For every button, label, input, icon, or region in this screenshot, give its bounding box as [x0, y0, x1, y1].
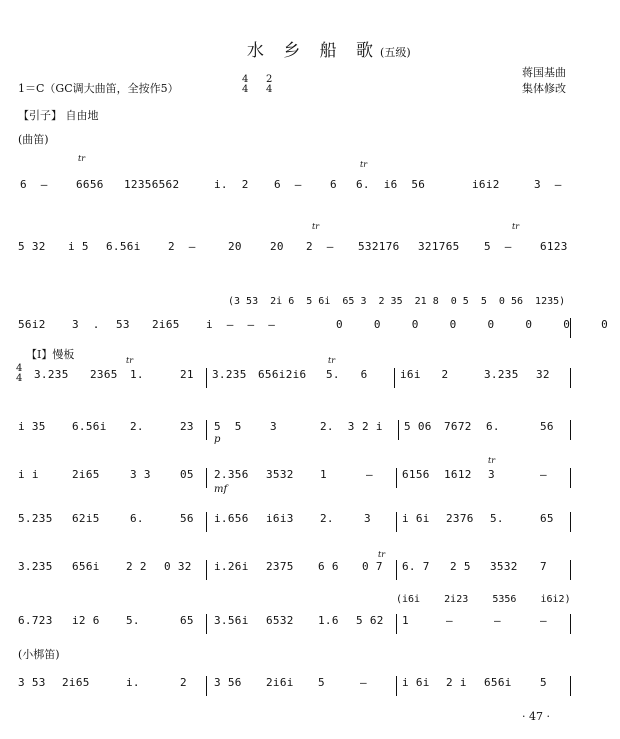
- score-line-7: [0, 512, 620, 532]
- note-group: i6i2: [472, 178, 500, 191]
- note-group: 321765: [418, 240, 460, 253]
- instrument-label-bangdi: (小梆笛): [18, 648, 60, 661]
- song-level: (五级): [380, 46, 411, 59]
- note-group: 5.235: [18, 512, 53, 525]
- note-group: 2i65: [62, 676, 90, 689]
- section-1-label: 【Ⅰ】慢板: [26, 348, 75, 361]
- note-group: 1.6: [318, 614, 339, 627]
- note-group: 2.: [130, 420, 144, 433]
- note-group: 1: [320, 468, 327, 481]
- score-line-5: [0, 420, 620, 445]
- note-group: 0 0 0 0 0 0 0 0: [336, 318, 614, 331]
- note-group: 2365: [90, 368, 118, 381]
- note-group: 6. 7: [402, 560, 430, 573]
- note-group: 6 –: [274, 178, 302, 191]
- note-group: i2 6: [72, 614, 100, 627]
- barline: [396, 560, 397, 580]
- note-group: 3: [270, 420, 277, 433]
- note-group: –: [540, 614, 547, 627]
- note-group: 2 i: [362, 420, 383, 433]
- accompaniment-line: (3 53 2i 6 5 6i 65 3 2 35 21 8 0 5 5 0 56 1235): [228, 296, 566, 307]
- score-line-2: [0, 222, 620, 260]
- note-group: 2 5: [450, 560, 471, 573]
- note-group: 65: [180, 614, 194, 627]
- note-group: –: [360, 676, 367, 689]
- note-group: 6156: [402, 468, 430, 481]
- note-group: 2: [180, 676, 187, 689]
- note-group: 20: [228, 240, 242, 253]
- note-group: 6 –: [20, 178, 48, 191]
- trill-mark: tr: [512, 222, 520, 231]
- note-group: 2i6i: [266, 676, 294, 689]
- note-group: 5 –: [484, 240, 512, 253]
- note-group: 1.: [130, 368, 144, 381]
- note-group: 20: [270, 240, 284, 253]
- note-group: 1612: [444, 468, 472, 481]
- note-group: 5: [540, 676, 547, 689]
- note-group: 6123: [540, 240, 568, 253]
- note-group: 05: [180, 468, 194, 481]
- note-group: 6.56i: [106, 240, 141, 253]
- song-title: [222, 16, 411, 61]
- note-group: 3 53: [18, 676, 46, 689]
- trill-mark: tr: [488, 456, 496, 465]
- note-group: 3 56: [214, 676, 242, 689]
- note-group: 5 5: [214, 420, 242, 433]
- note-group: 32: [536, 368, 550, 381]
- trill-mark: tr: [312, 222, 320, 231]
- note-group: 5. 6: [326, 368, 368, 381]
- note-group: –: [366, 468, 373, 481]
- note-group: 2 i: [446, 676, 467, 689]
- barline: [206, 420, 207, 440]
- note-group: –: [540, 468, 547, 481]
- barline: [570, 468, 571, 488]
- barline: [570, 368, 571, 388]
- note-group: i6i3: [266, 512, 294, 525]
- barline: [570, 512, 571, 532]
- note-group: 3.56i: [214, 614, 249, 627]
- note-group: 21: [180, 368, 194, 381]
- note-group: i 6i: [402, 512, 430, 525]
- note-group: 3 3: [130, 468, 151, 481]
- note-group: 3.235: [212, 368, 247, 381]
- barline: [570, 318, 571, 338]
- barline: [570, 676, 571, 696]
- note-group: 2.: [320, 512, 334, 525]
- note-group: 56: [540, 420, 554, 433]
- instrument-label-qudi: (曲笛): [18, 133, 49, 146]
- note-group: 3: [488, 468, 495, 481]
- note-group: 2 2: [126, 560, 147, 573]
- note-group: 6 6: [318, 560, 339, 573]
- barline: [206, 560, 207, 580]
- note-group: 532176: [358, 240, 400, 253]
- barline: [206, 614, 207, 634]
- barline: [396, 676, 397, 696]
- score-line-10: [0, 676, 620, 696]
- note-group: 56: [180, 512, 194, 525]
- note-group: 6532: [266, 614, 294, 627]
- song-title-text: 水 乡 船 歌: [246, 41, 381, 61]
- trill-mark: tr: [78, 154, 86, 163]
- note-group: 656i: [72, 560, 100, 573]
- note-group: i 5: [68, 240, 89, 253]
- note-group: 3.235: [18, 560, 53, 573]
- note-group: 5.: [126, 614, 140, 627]
- arranger-credit: 集体修改: [522, 82, 566, 95]
- barline: [396, 512, 397, 532]
- key-signature: 1＝C（GC调大曲笛，全按作5）: [18, 82, 179, 95]
- section-1-meter: 4 4: [16, 363, 23, 384]
- score-line-4: [0, 356, 620, 388]
- score-line-1: [0, 154, 620, 198]
- barline: [206, 368, 207, 388]
- note-group: 56i2: [18, 318, 46, 331]
- trill-mark: tr: [126, 356, 134, 365]
- barline: [396, 468, 397, 488]
- barline: [206, 468, 207, 488]
- note-group: 3 .: [72, 318, 100, 331]
- note-group: 3532: [490, 560, 518, 573]
- trill-mark: tr: [378, 550, 386, 559]
- note-group: 5 06: [404, 420, 432, 433]
- barline: [396, 614, 397, 634]
- note-group: 1: [402, 614, 409, 627]
- dynamic-p: p: [214, 434, 221, 445]
- note-group: 3532: [266, 468, 294, 481]
- note-group: 3 –: [534, 178, 562, 191]
- note-group: i – – –: [206, 318, 276, 331]
- note-group: i.656: [214, 512, 249, 525]
- note-group: 23: [180, 420, 194, 433]
- note-group: 5: [318, 676, 325, 689]
- note-group: i 35: [18, 420, 46, 433]
- barline: [570, 614, 571, 634]
- note-group: 2. 3: [320, 420, 355, 433]
- note-group: 3: [364, 512, 371, 525]
- note-group: 2i65: [152, 318, 180, 331]
- trill-mark: tr: [360, 160, 368, 169]
- note-group: 6.: [486, 420, 500, 433]
- note-group: 6.723: [18, 614, 53, 627]
- note-group: 3.235: [484, 368, 519, 381]
- note-group: 656i2i6: [258, 368, 307, 381]
- time-signature-4-4: 4 4: [242, 74, 249, 95]
- dynamic-mf: mf: [214, 484, 228, 495]
- barline: [570, 420, 571, 440]
- note-group: i i: [18, 468, 39, 481]
- note-group: 62i5: [72, 512, 100, 525]
- section-intro-label: 【引子】 自由地: [18, 109, 99, 122]
- trill-mark: tr: [328, 356, 336, 365]
- barline: [570, 560, 571, 580]
- note-group: 2 –: [168, 240, 196, 253]
- barline: [206, 676, 207, 696]
- score-line-6: [0, 456, 620, 495]
- note-group: 12356562: [124, 178, 180, 191]
- note-group: 656i: [484, 676, 512, 689]
- note-group: 53: [116, 318, 130, 331]
- note-group: 6. i6 56: [356, 178, 426, 191]
- page-number: · 47 ·: [522, 710, 550, 723]
- barline: [398, 420, 399, 440]
- note-group: 7: [540, 560, 547, 573]
- note-group: 0 32: [164, 560, 192, 573]
- note-group: 2375: [266, 560, 294, 573]
- score-line-3: [0, 318, 620, 338]
- composer-credit: 蒋国基曲: [522, 66, 566, 79]
- note-group: 5.: [490, 512, 504, 525]
- note-group: –: [446, 614, 453, 627]
- score-line-9: [0, 614, 620, 634]
- accompaniment-line: (i6i 2i23 5356 i6i2): [396, 594, 571, 605]
- note-group: 2.356: [214, 468, 249, 481]
- barline: [206, 512, 207, 532]
- note-group: 6: [330, 178, 337, 191]
- note-group: –: [494, 614, 501, 627]
- note-group: 0 7: [362, 560, 383, 573]
- barline: [394, 368, 395, 388]
- note-group: i.26i: [214, 560, 249, 573]
- time-signature-2-4: 2 4: [266, 74, 273, 95]
- note-group: i.: [126, 676, 140, 689]
- note-group: 65: [540, 512, 554, 525]
- note-group: i. 2: [214, 178, 249, 191]
- note-group: 6.: [130, 512, 144, 525]
- note-group: 6656: [76, 178, 104, 191]
- note-group: 3.235: [34, 368, 69, 381]
- note-group: 2 –: [306, 240, 334, 253]
- note-group: 2i65: [72, 468, 100, 481]
- note-group: 5 62: [356, 614, 384, 627]
- note-group: 6.56i: [72, 420, 107, 433]
- note-group: 7672: [444, 420, 472, 433]
- note-group: i6i 2: [400, 368, 449, 381]
- score-line-8: [0, 550, 620, 580]
- note-group: 2376: [446, 512, 474, 525]
- note-group: i 6i: [402, 676, 430, 689]
- note-group: 5 32: [18, 240, 46, 253]
